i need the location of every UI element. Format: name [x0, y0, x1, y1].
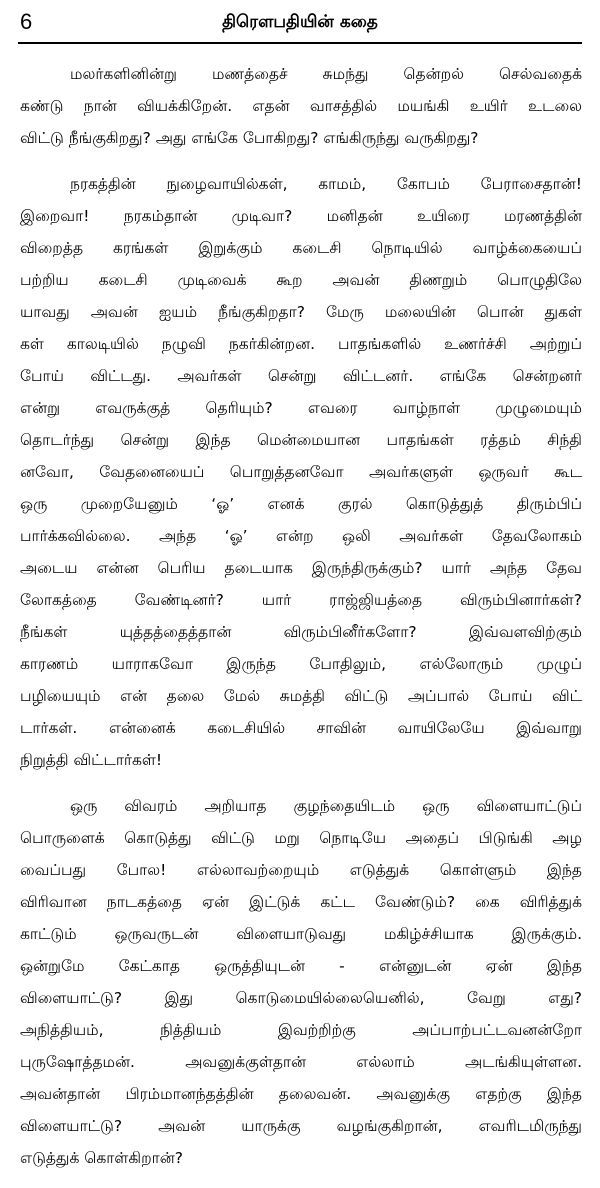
text-line: நிறுத்தி விட்டார்கள்! — [20, 751, 163, 769]
paragraph — [20, 790, 582, 1174]
text-line: பார்க்கவில்லை. அந்த ‘ஓ’ என்ற ஒலி அவர்கள் தேவலோகம் — [20, 527, 582, 545]
paragraph — [20, 58, 582, 154]
text-line: யாவது அவன் ஐயம் நீங்குகிறதா? மேரு மலையின் பொன் துகள் — [20, 303, 582, 321]
text-line: ஒன்றுமே கேட்காத ஒருத்தியுடன் - என்னுடன் ஏன் இந்த — [20, 957, 582, 975]
text-line: இறைவா! நரகம்தான் முடிவா? மனிதன் உயிரை மரணத்தின் — [20, 207, 582, 225]
text-line: விட்டு நீங்குகிறது? அது எங்கே போகிறது? எங்கிருந்து வருகிறது? — [20, 129, 479, 147]
paragraph — [20, 168, 582, 776]
text-line: விரிவான நாடகத்தை ஏன் இட்டுக் கட்ட வேண்டும்? கை விரித்துக் — [20, 893, 582, 911]
text-line: காட்டும் ஒருவருடன் விளையாடுவது மகிழ்ச்சியாக இருக்கும். — [20, 925, 582, 943]
text-line: டார்கள். என்னைக் கடைசியில் சாவின் வாயிலேயே இவ்வாறு — [20, 719, 582, 737]
text-line: தொடர்ந்து சென்று இந்த மென்மையான பாதங்கள் ரத்தம் சிந்தி — [20, 431, 582, 449]
text-line: மலர்களினின்று மணத்தைச் சுமந்து தென்றல் செல்வதைக் — [70, 65, 582, 83]
page-number: 6 — [20, 9, 33, 34]
text-line: எடுத்துக் கொள்கிறான்? — [20, 1149, 183, 1167]
text-line: விறைத்த கரங்கள் இறுக்கும் கடைசி நொடியில் வாழ்க்கையைப் — [20, 239, 582, 257]
text-line: என்று எவருக்குத் தெரியும்? எவரை வாழ்நாள் முழுமையும் — [20, 399, 582, 417]
text-line: பொருளைக் கொடுத்து விட்டு மறு நொடியே அதைப் பிடுங்கி அழ — [20, 829, 582, 847]
text-line: ஒரு முறையேனும் ‘ஓ’ எனக் குரல் கொடுத்துத் திரும்பிப் — [20, 495, 582, 513]
text-line: பற்றிய கடைசி முடிவைக் கூற அவன் திணறும் பொழுதிலே — [20, 271, 582, 289]
text-line: நீங்கள் யுத்தத்தைத்தான் விரும்பினீர்களோ? இவ்வளவிற்கும் — [20, 623, 582, 641]
text-line: ஒரு விவரம் அறியாத குழந்தையிடம் ஒரு விளையாட்டுப் — [70, 797, 582, 815]
page-header — [0, 8, 600, 38]
text-line: கண்டு நான் வியக்கிறேன். எதன் வாசத்தில் மயங்கி உயிர் உடலை — [20, 97, 582, 115]
text-line: விளையாட்டு? இது கொடுமையில்லையெனில், வேறு எது? — [20, 989, 582, 1007]
text-line: அநித்தியம், நித்தியம் இவற்றிற்கு அப்பாற்பட்டவனன்றோ — [20, 1021, 582, 1039]
text-line: வைப்பது போல! எல்லாவற்றையும் எடுத்துக் கொள்ளும் இந்த — [20, 861, 582, 879]
text-line: விளையாட்டு? அவன் யாருக்கு வழங்குகிறான், எவரிடமிருந்து — [20, 1117, 582, 1135]
text-line: பழியையும் என் தலை மேல் சுமத்தி விட்டு அப்பால் போய் விட் — [20, 687, 582, 705]
text-line: காரணம் யாராகவோ இருந்த போதிலும், எல்லோரும் முழுப் — [20, 655, 582, 673]
text-line: அடைய என்ன பெரிய தடையாக இருந்திருக்கும்? யார் அந்த தேவ — [20, 559, 582, 577]
text-line: லோகத்தை வேண்டினர்? யார் ராஜ்ஜியத்தை விரும்பினார்கள்? — [20, 591, 582, 609]
text-line: போய் விட்டது. அவர்கள் சென்று விட்டனர். எங்கே சென்றனர் — [20, 367, 582, 385]
text-line: நரகத்தின் நுழைவாயில்கள், காமம், கோபம் பேராசைதான்! — [70, 175, 582, 193]
header-divider — [18, 42, 582, 44]
body-text — [20, 58, 582, 1188]
text-line: புருஷோத்தமன். அவனுக்குள்தான் எல்லாம் அடங்கியுள்ளன. — [20, 1053, 582, 1071]
text-line: னவோ, வேதனையைப் பொறுத்தனவோ அவர்களுள் ஒருவர் கூட — [20, 463, 582, 481]
running-title: திரௌபதியின் கதை — [222, 12, 378, 32]
text-line: கள் காலடியில் நழுவி நகர்கின்றன. பாதங்களில் உணர்ச்சி அற்றுப் — [20, 335, 582, 353]
text-line: அவன்தான் பிரம்மானந்தத்தின் தலைவன். அவனுக்கு எதற்கு இந்த — [20, 1085, 582, 1103]
